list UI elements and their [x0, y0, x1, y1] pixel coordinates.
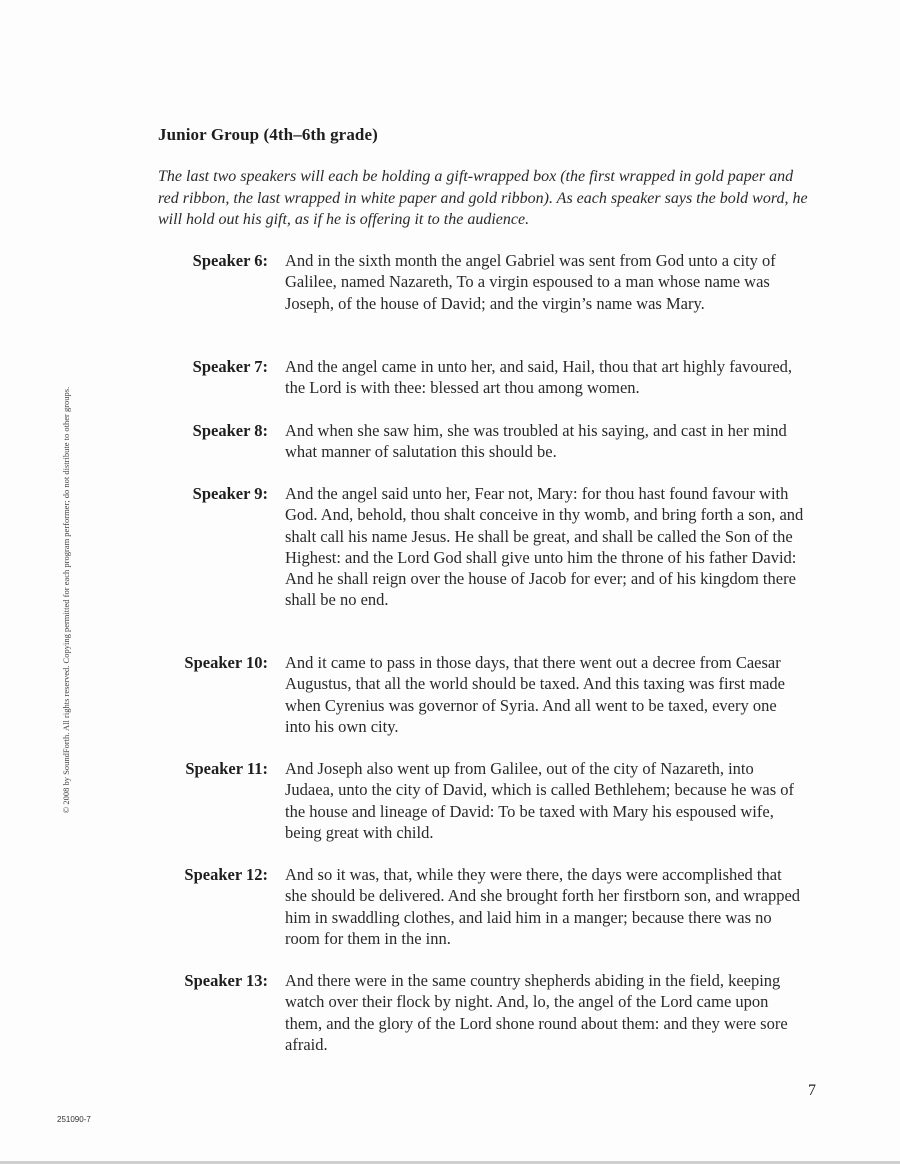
catalog-number: 251090-7	[57, 1115, 91, 1124]
speaker-label: Speaker 7:	[192, 357, 268, 376]
speaker-line: And so it was, that, while they were there, the days were accomplished that she should be delivered. And she brought forth her firstborn son, and wrapped him in swaddling clothes, and laid him in a manger; because there was no room for them in the inn.	[285, 865, 801, 948]
speaker-line: And when she saw him, she was troubled at his saying, and cast in her mind what manner of salutation this should be.	[285, 421, 787, 462]
speaker-line: And there were in the same country shepherds abiding in the field, keeping watch over their flock by night. And, lo, the angel of the Lord came upon them, and the glory of the Lord shone round about them: and they were sore afraid.	[285, 971, 788, 1054]
speaker-line: And the angel came in unto her, and said, Hail, thou that art highly favoured, the Lord is with thee: blessed art thou among women.	[285, 357, 793, 398]
copyright-notice-text: © 2008 by SoundForth. All rights reserved. Copying permitted for each program performer; do not distribute to other groups.	[61, 386, 71, 814]
speaker-line: And it came to pass in those days, that there went out a decree from Caesar Augustus, that all the world should be taxed. And this taxing was first made when Cyrenius was governor of Syria. And all went to be taxed, every one into his own city.	[285, 653, 785, 736]
speaker-label: Speaker 11:	[185, 759, 268, 778]
page-number: 7	[808, 1082, 816, 1099]
speaker-label: Speaker 9:	[192, 484, 268, 503]
speaker-label: Speaker 10:	[184, 653, 268, 672]
speaker-label: Speaker 12:	[184, 865, 268, 884]
speaker-label: Speaker 13:	[184, 971, 268, 990]
section-title: Junior Group (4th–6th grade)	[158, 125, 378, 144]
speaker-line: And the angel said unto her, Fear not, Mary: for thou hast found favour with God. And, behold, thou shalt conceive in thy womb, and bring forth a son, and shalt call his name Jesus. He shall be great, and shall be called the Son of the Highest: and the Lord God shall give unto him the throne of his father David: And he shall reign over the house of Jacob for ever; and of his kingdom there shall be no end.	[285, 484, 804, 610]
speaker-label: Speaker 8:	[192, 421, 268, 440]
stage-instructions: The last two speakers will each be holding a gift-wrapped box (the first wrapped in gold paper and red ribbon, the last wrapped in white paper and gold ribbon). As each speaker says the bold word, he will hold out his gift, as if he is offering it to the audience.	[158, 168, 808, 228]
speaker-line: And Joseph also went up from Galilee, out of the city of Nazareth, into Judaea, unto the city of David, which is called Bethlehem; because he was of the house and lineage of David: To be taxed with Mary his espoused wife, being great with child.	[285, 759, 795, 842]
speaker-label: Speaker 6:	[192, 251, 268, 270]
speaker-line: And in the sixth month the angel Gabriel was sent from God unto a city of Galilee, named Nazareth, To a virgin espoused to a man whose name was Joseph, of the house of David; and the virgin’s name was Mary.	[285, 251, 776, 313]
